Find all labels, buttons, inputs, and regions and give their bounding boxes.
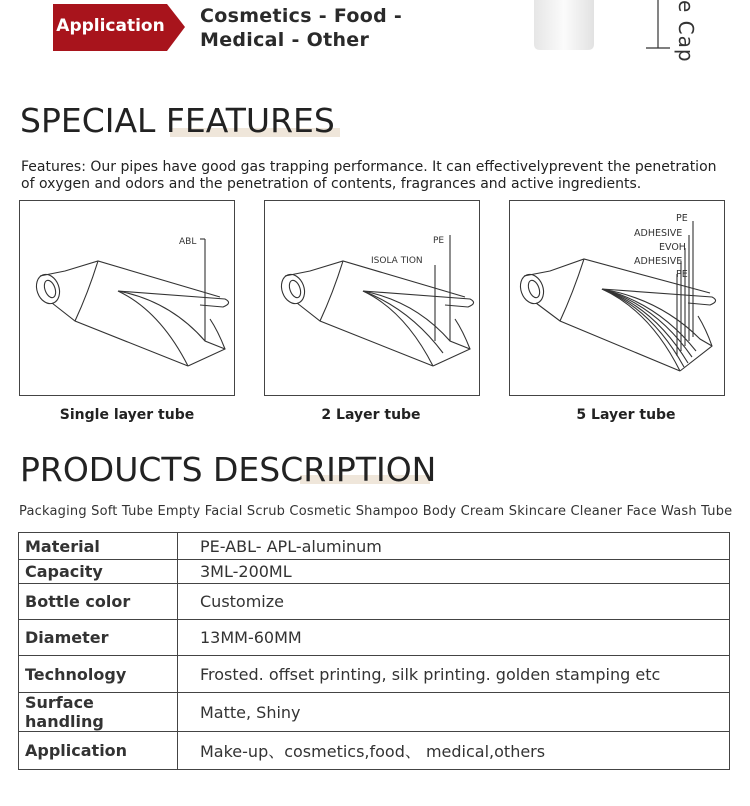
products-description-title: PRODUCTS DESCRIPTION [20,450,437,489]
tube3-layer-label-5: PE [676,269,688,280]
spec-key: Surface handling [19,693,178,732]
table-row [19,656,730,693]
spec-value: Make-up、cosmetics,food、 medical,others [178,732,730,770]
spec-table [18,532,730,770]
spec-key: Diameter [19,620,178,656]
application-list [200,4,430,52]
five-layer-tube-diagram [509,200,725,396]
spec-value: 13MM-60MM [178,620,730,656]
tube3-layer-label-1: PE [676,213,688,224]
tube-caption-1: Single layer tube [59,407,195,423]
spec-key: Bottle color [19,584,178,620]
tube-caption-3: 5 Layer tube [576,407,676,423]
application-line-1: Cosmetics - Food - [200,5,403,27]
tube1-layer-label: ABL [179,237,197,247]
table-row [19,533,730,560]
features-text: Features: Our pipes have good gas trapping performance. It can effectivelyprevent the penetration of oxygen and odors and the penetration of contents, fragrances and active ingredients. [21,159,717,192]
single-layer-tube-diagram [19,200,235,396]
spec-value: Customize [178,584,730,620]
tube3-layer-label-2: ADHESIVE [634,228,683,239]
spec-value: 3ML-200ML [178,560,730,584]
table-row [19,693,730,732]
product-subtitle: Packaging Soft Tube Empty Facial Scrub Cosmetic Shampoo Body Cream Skincare Cleaner Face Wash Tube [19,504,733,519]
spec-value: Frosted. offset printing, silk printing. golden stamping etc [178,656,730,693]
application-tag [53,4,185,51]
spec-value: PE-ABL- APL-aluminum [178,533,730,560]
tube3-layer-label-4: ADHESIVE [634,256,683,267]
two-layer-tube-diagram [264,200,480,396]
side-label: e Cap [674,0,698,63]
tube2-layer-label-2: ISOLA TION [371,256,423,266]
application-line-2: Medical - Other [200,29,370,51]
spec-key: Material [19,533,178,560]
special-features-title: SPECIAL FEATURES [20,101,335,140]
table-row [19,584,730,620]
tube-cap-image [532,0,596,52]
tube2-layer-label-1: PE [433,236,445,246]
dimension-line [645,0,675,52]
spec-key: Capacity [19,560,178,584]
table-row [19,732,730,770]
spec-key: Application [19,732,178,770]
tube-caption-2: 2 Layer tube [321,407,421,423]
spec-value: Matte, Shiny [178,693,730,732]
table-row [19,560,730,584]
application-tag-label: Application [56,16,165,36]
table-row [19,620,730,656]
tube3-layer-label-3: EVOH [659,242,686,253]
spec-key: Technology [19,656,178,693]
